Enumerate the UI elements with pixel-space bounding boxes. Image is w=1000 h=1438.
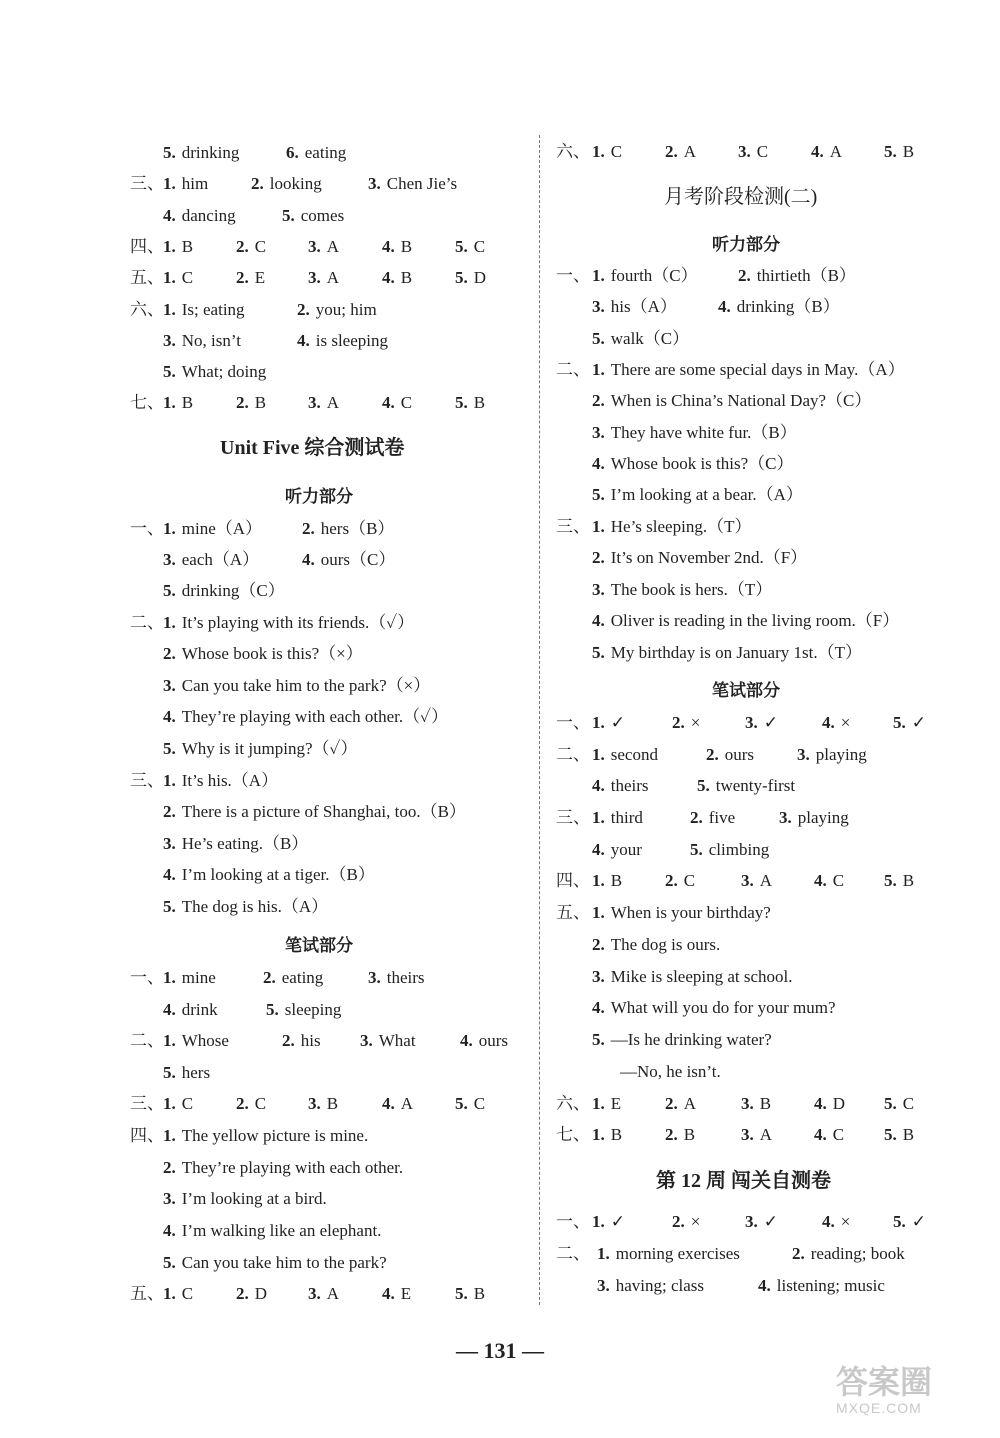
- answer-item: 1. There are some special days in May.（A）: [592, 360, 905, 379]
- section-marker: 五、: [130, 268, 164, 287]
- section-heading: 第 12 周 闯关自测卷: [656, 1170, 831, 1192]
- section-marker: 二、: [556, 745, 590, 764]
- subsection-heading: 笔试部分: [285, 936, 353, 955]
- answer-item: 4. ours（C）: [302, 550, 396, 569]
- section-marker: 四、: [130, 237, 164, 256]
- subsection-heading: 听力部分: [285, 487, 353, 506]
- answer-item: 5. My birthday is on January 1st.（T）: [592, 643, 862, 662]
- answer-item: 2. A: [665, 1094, 697, 1113]
- answer-item: 3. playing: [797, 745, 867, 764]
- section-marker: 一、: [556, 713, 590, 732]
- answer-item: 2. E: [236, 268, 266, 287]
- answer-item: 4. theirs: [592, 776, 649, 795]
- answer-item: 2. It’s on November 2nd.（F）: [592, 548, 808, 567]
- answer-item: 1. When is your birthday?: [592, 903, 771, 922]
- page-number: — 131 —: [456, 1338, 544, 1363]
- answer-item: 5. The dog is his.（A）: [163, 897, 329, 916]
- answer-item: 1. him: [163, 174, 209, 193]
- answer-item: 4. C: [814, 871, 845, 890]
- answer-item: 4. A: [382, 1094, 414, 1113]
- watermark-logo-text: 答案圈: [836, 1364, 933, 1400]
- section-marker: 二、: [556, 1244, 590, 1263]
- answer-item: 4. drink: [163, 1000, 218, 1019]
- answer-item: 1. ✓: [592, 713, 625, 732]
- section-heading: Unit Five 综合测试卷: [220, 437, 405, 459]
- answer-item: 5. walk（C）: [592, 329, 690, 348]
- answer-item: 3. ✓: [745, 1212, 778, 1231]
- answer-item: 5. D: [455, 268, 487, 287]
- answer-item: 2. D: [236, 1284, 268, 1303]
- answer-item: 3. I’m looking at a bird.: [163, 1189, 327, 1208]
- section-marker: 五、: [556, 903, 590, 922]
- answer-item: 4. C: [814, 1125, 845, 1144]
- watermark-url: MXQE.COM: [836, 1400, 922, 1416]
- answer-item: 3. playing: [779, 808, 849, 827]
- answer-item: 2. eating: [263, 968, 324, 987]
- answer-item: 5. C: [455, 237, 486, 256]
- answer-item: 3. Can you take him to the park?（×）: [163, 676, 431, 695]
- answer-item: 5. B: [455, 393, 486, 412]
- answer-item: 1. B: [163, 237, 194, 256]
- answer-item: 3. A: [308, 268, 340, 287]
- section-marker: 一、: [556, 266, 590, 285]
- subsection-heading: 笔试部分: [712, 681, 780, 700]
- answer-item: 5. twenty-first: [697, 776, 796, 795]
- answer-item: 2. A: [665, 142, 697, 161]
- answer-item: 4. Whose book is this?（C）: [592, 454, 794, 473]
- answer-item: 5. C: [455, 1094, 486, 1113]
- answer-item: 1. ✓: [592, 1212, 625, 1231]
- section-marker: 一、: [130, 968, 164, 987]
- answer-item: 1. It’s playing with its friends.（✓）: [163, 613, 415, 632]
- answer-item: 4. dancing: [163, 206, 236, 225]
- answer-item: 3. A: [741, 1125, 773, 1144]
- section-heading: 月考阶段检测(二): [664, 186, 818, 208]
- answer-item: 2. ×: [672, 713, 701, 732]
- section-marker: 一、: [130, 519, 164, 538]
- answer-item: 2. B: [665, 1125, 696, 1144]
- site-watermark: [836, 1364, 976, 1424]
- answer-item: 5. What; doing: [163, 362, 267, 381]
- answer-item: 2. thirtieth（B）: [738, 266, 856, 285]
- answer-item: 2. his: [282, 1031, 321, 1050]
- answer-item: 2. They’re playing with each other.: [163, 1158, 404, 1177]
- answer-item: 5. —Is he drinking water?: [592, 1030, 772, 1049]
- section-marker: 五、: [130, 1284, 164, 1303]
- answer-item: 2. ours: [706, 745, 755, 764]
- answer-item: 1. B: [592, 1125, 623, 1144]
- answer-item: 3. theirs: [368, 968, 425, 987]
- answer-item: 5. ✓: [893, 1212, 926, 1231]
- answer-item: 2. C: [665, 871, 696, 890]
- answer-item: 2. C: [236, 1094, 267, 1113]
- answer-item: 4. I’m walking like an elephant.: [163, 1221, 382, 1240]
- answer-item: 6. eating: [286, 143, 347, 162]
- answer-item: 2. Whose book is this?（×）: [163, 644, 363, 663]
- answer-item: 1. third: [592, 808, 643, 827]
- answer-item: 1. It’s his.（A）: [163, 771, 279, 790]
- answer-item: 3. each（A）: [163, 550, 260, 569]
- answer-item: 1. Is; eating: [163, 300, 245, 319]
- answer-item: 4. D: [814, 1094, 846, 1113]
- answer-item: 3. ✓: [745, 713, 778, 732]
- answer-item: 1. second: [592, 745, 658, 764]
- answer-item: 1. B: [163, 393, 194, 412]
- section-marker: 三、: [130, 1094, 164, 1113]
- answer-item: 1. fourth（C）: [592, 266, 698, 285]
- answer-item: 3. C: [738, 142, 769, 161]
- section-marker: 六、: [130, 300, 164, 319]
- answer-item: 3. A: [308, 393, 340, 412]
- answer-item: 5. drinking: [163, 143, 240, 162]
- answer-item: 5. comes: [282, 206, 345, 225]
- section-marker: 六、: [556, 1094, 590, 1113]
- section-marker: 二、: [130, 613, 164, 632]
- answer-item: 2. B: [236, 393, 267, 412]
- section-marker: 六、: [556, 142, 590, 161]
- section-marker: 一、: [556, 1212, 590, 1231]
- answer-item: 5. climbing: [690, 840, 770, 859]
- answer-item: 1. He’s sleeping.（T）: [592, 517, 752, 536]
- answer-item: 4. B: [382, 237, 413, 256]
- answer-item: 2. five: [690, 808, 736, 827]
- answer-item: 2. C: [236, 237, 267, 256]
- answer-item: 3. having; class: [597, 1276, 705, 1295]
- answer-item: 1. morning exercises: [597, 1244, 740, 1263]
- answer-item: 4. What will you do for your mum?: [592, 998, 836, 1017]
- answer-item: 1. Whose: [163, 1031, 229, 1050]
- answer-item: 4. E: [382, 1284, 412, 1303]
- answer-item: 3. A: [308, 237, 340, 256]
- answer-item: 4. A: [811, 142, 843, 161]
- answer-item: 5. Can you take him to the park?: [163, 1253, 387, 1272]
- answer-item: 2. looking: [251, 174, 322, 193]
- section-marker: 七、: [556, 1125, 590, 1144]
- answer-item: 2. reading; book: [792, 1244, 905, 1263]
- answer-item: 4. B: [382, 268, 413, 287]
- section-marker: 三、: [130, 174, 164, 193]
- answer-item: 3. No, isn’t: [163, 331, 241, 350]
- section-marker: 三、: [556, 517, 590, 536]
- answer-item: 5. sleeping: [266, 1000, 342, 1019]
- section-marker: 三、: [556, 808, 590, 827]
- answer-item: 3. A: [741, 871, 773, 890]
- section-marker: 七、: [130, 393, 164, 412]
- answer-item: 3. A: [308, 1284, 340, 1303]
- answer-item: 3. He’s eating.（B）: [163, 834, 309, 853]
- section-marker: 二、: [556, 360, 590, 379]
- answer-item: 4. ours: [460, 1031, 509, 1050]
- section-marker: 四、: [556, 871, 590, 890]
- answer-item: 1. C: [163, 1094, 194, 1113]
- answer-item: 1. C: [592, 142, 623, 161]
- answer-item: 3. B: [308, 1094, 339, 1113]
- answer-item: 5. ✓: [893, 713, 926, 732]
- answer-item: 4. ×: [822, 713, 851, 732]
- answer-item: 5. C: [884, 1094, 915, 1113]
- subsection-heading: 听力部分: [712, 235, 780, 254]
- answer-item: 2. hers（B）: [302, 519, 395, 538]
- answer-item: 1. E: [592, 1094, 622, 1113]
- answer-item: 2. When is China’s National Day?（C）: [592, 391, 872, 410]
- answer-item: 3. his（A）: [592, 297, 677, 316]
- answer-item: 2. ×: [672, 1212, 701, 1231]
- answer-item: 3. The book is hers.（T）: [592, 580, 773, 599]
- section-marker: 二、: [130, 1031, 164, 1050]
- answer-item: 1. The yellow picture is mine.: [163, 1126, 369, 1145]
- answer-item: 1. mine: [163, 968, 216, 987]
- answer-item: 4. I’m looking at a tiger.（B）: [163, 865, 375, 884]
- answer-item: 4. your: [592, 840, 642, 859]
- answer-item: 5. B: [455, 1284, 486, 1303]
- answer-item: 2. There is a picture of Shanghai, too.（B）: [163, 802, 466, 821]
- answer-item: 1. B: [592, 871, 623, 890]
- answer-item: 4. drinking（B）: [718, 297, 840, 316]
- answer-item: 5. Why is it jumping?（✓）: [163, 739, 358, 758]
- answer-item: 3. Chen Jie’s: [368, 174, 458, 193]
- answer-item: 5. B: [884, 1125, 915, 1144]
- answer-item: 1. mine（A）: [163, 519, 263, 538]
- section-marker: 四、: [130, 1126, 164, 1145]
- answer-item: 2. The dog is ours.: [592, 935, 721, 954]
- answer-item: 4. C: [382, 393, 413, 412]
- answer-item: 3. They have white fur.（B）: [592, 423, 797, 442]
- answer-item: 4. is sleeping: [297, 331, 388, 350]
- answer-item: —No, he isn’t.: [620, 1062, 721, 1081]
- answer-item: 4. ×: [822, 1212, 851, 1231]
- answer-item: 4. listening; music: [758, 1276, 885, 1295]
- answer-item: 3. Mike is sleeping at school.: [592, 967, 793, 986]
- answer-item: 1. C: [163, 268, 194, 287]
- answer-item: 3. What: [360, 1031, 416, 1050]
- answer-item: 5. drinking（C）: [163, 581, 285, 600]
- section-marker: 三、: [130, 771, 164, 790]
- answer-item: 2. you; him: [297, 300, 377, 319]
- answer-item: 5. I’m looking at a bear.（A）: [592, 485, 803, 504]
- answer-item: 5. B: [884, 871, 915, 890]
- answer-item: 5. hers: [163, 1063, 211, 1082]
- answer-item: 1. C: [163, 1284, 194, 1303]
- answer-item: 4. Oliver is reading in the living room.（F）: [592, 611, 900, 630]
- answer-item: 4. They’re playing with each other.（✓）: [163, 707, 449, 726]
- answer-item: 3. B: [741, 1094, 772, 1113]
- answer-item: 5. B: [884, 142, 915, 161]
